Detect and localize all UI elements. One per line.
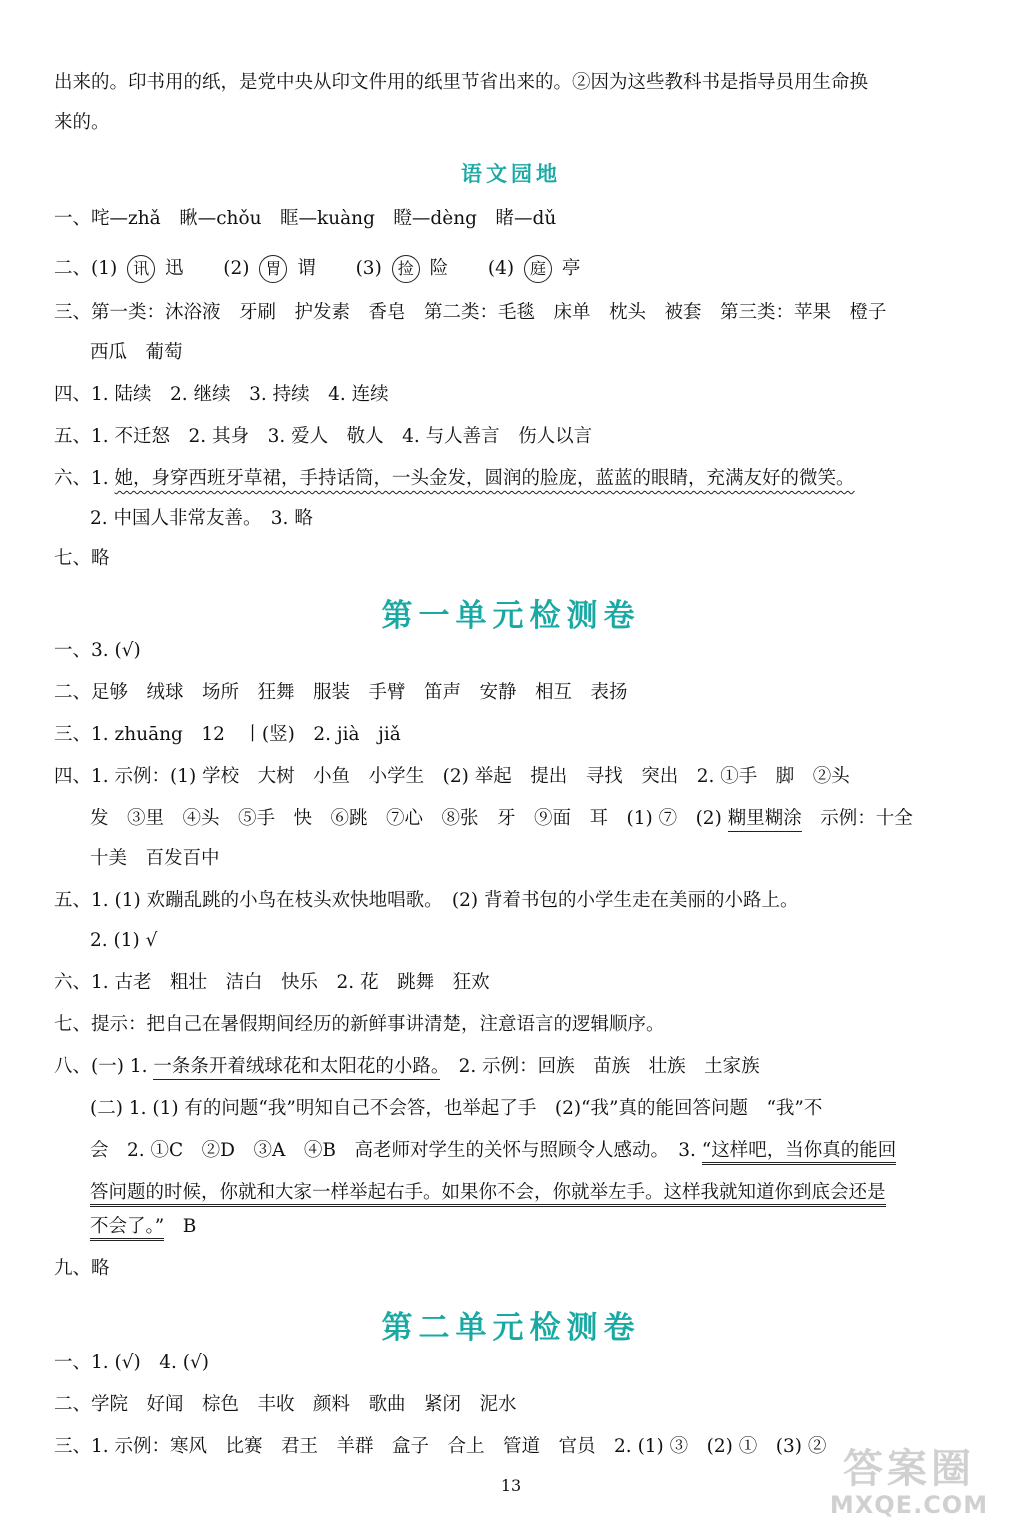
item-label-4: (4) — [487, 258, 515, 279]
unit1-q8-answer: B — [164, 1216, 197, 1237]
unit1-q4-line-2-tail: 示例：十全 — [801, 808, 913, 829]
unit2-q3: 三、1. 示例：寒风 比赛 君王 羊群 盒子 合上 管道 官员 2. (1) ③ (2) ① (3) ② — [54, 1436, 827, 1457]
section-title-yuwen: 语文园地 — [461, 162, 561, 186]
circled-char-2: 胃 — [259, 255, 287, 283]
yuwen-q2 — [54, 255, 972, 283]
circled-char-4: 庭 — [524, 255, 552, 283]
unit1-q5-line-1: 五、1. (1) 欢蹦乱跳的小鸟在枝头欢快地唱歌。 (2) 背着书包的小学生走在美丽的小路上。 — [54, 890, 799, 911]
unit1-q6: 六、1. 古老 粗壮 洁白 快乐 2. 花 跳舞 狂欢 — [54, 972, 490, 993]
circled-char-3: 捡 — [392, 255, 420, 283]
answer-char-3: 险 — [429, 258, 449, 279]
unit2-q2: 二、学院 好闻 棕色 丰收 颜料 歌曲 紧闭 泥水 — [54, 1394, 517, 1415]
wavy-underlined-sentence: 她，身穿西班牙草裙，手持话筒，一头金发，圆润的脸庞，蓝蓝的眼睛，充满友好的微笑。 — [114, 468, 855, 489]
double-underlined-quote-3: 不会了。” — [90, 1216, 164, 1241]
section-title-unit1: 第一单元检测卷 — [381, 598, 641, 634]
yuwen-q4: 四、1. 陆续 2. 继续 3. 持续 4. 连续 — [54, 384, 389, 405]
yuwen-q6-prefix: 六、1. — [54, 468, 115, 489]
yuwen-q6-line-1 — [54, 466, 972, 492]
watermark-text-top: 答案圈 — [843, 1446, 975, 1492]
unit1-q8-line-2: (二) 1. (1) 有的问题“我”明知自己不会答，也举起了手 (2)“我”真的能回答问题 “我”不 — [90, 1098, 823, 1119]
page-number: 13 — [500, 1476, 522, 1495]
unit1-q8-line-3-text: 会 2. ①C ②D ③A ④B 高老师对学生的关怀与照顾令人感动。 3. — [90, 1140, 702, 1161]
circled-char-1: 讯 — [127, 255, 155, 283]
unit1-q4-line-2 — [90, 806, 972, 832]
unit1-q5-line-2: 2. (1) √ — [90, 930, 158, 951]
answer-char-4: 亭 — [561, 258, 581, 279]
yuwen-q2-prefix: 二、(1) — [54, 258, 118, 279]
yuwen-q7: 七、略 — [54, 548, 110, 569]
yuwen-q6-line-2: 2. 中国人非常友善。 3. 略 — [90, 508, 313, 529]
unit1-q2: 二、足够 绒球 场所 狂舞 服装 手臂 笛声 安静 相互 表扬 — [54, 682, 628, 703]
answer-char-2: 谓 — [297, 258, 316, 279]
yuwen-q3-line-2: 西瓜 葡萄 — [90, 342, 183, 363]
answer-char-1: 迅 — [165, 258, 184, 279]
unit1-q4-line-1: 四、1. 示例：(1) 学校 大树 小鱼 小学生 (2) 举起 提出 寻找 突出 2. ①手 脚 ②头 — [54, 766, 850, 787]
unit1-q4-line-3: 十美 百发百中 — [90, 848, 220, 869]
yuwen-q1: 一、咤—zhǎ 瞅—chǒu 眶—kuàng 瞪—dèng 睹—dǔ — [54, 208, 557, 229]
unit1-q8-line-3 — [90, 1138, 972, 1164]
double-underlined-quote-1: “这样吧，当你真的能回 — [702, 1140, 896, 1165]
underlined-idiom: 糊里糊涂 — [728, 808, 802, 832]
item-label-3: (3) — [355, 258, 382, 279]
underlined-sentence: 一条条开着绒球花和太阳花的小路。 — [153, 1056, 440, 1080]
unit1-q9: 九、略 — [54, 1258, 110, 1279]
item-label-2: (2) — [223, 258, 250, 279]
unit1-q8-prefix: 八、(一) 1. — [54, 1056, 154, 1077]
yuwen-q3-line-1: 三、第一类：沐浴液 牙刷 护发素 香皂 第二类：毛毯 床单 枕头 被套 第三类：苹果 橙子 — [54, 302, 887, 323]
watermark-logo — [814, 1446, 1004, 1526]
unit2-q1: 一、1. (√) 4. (√) — [54, 1352, 210, 1373]
unit1-q8-line-1 — [54, 1054, 972, 1080]
unit1-q3: 三、1. zhuāng 12 丨(竖) 2. jià jiǎ — [54, 724, 401, 745]
intro-line-2: 来的。 — [54, 112, 110, 133]
section-title-unit2: 第二单元检测卷 — [381, 1310, 641, 1346]
unit1-q8-line-1-tail: 2. 示例：回族 苗族 壮族 土家族 — [440, 1056, 760, 1077]
unit1-q4-line-2-text: 发 ③里 ④头 ⑤手 快 ⑥跳 ⑦心 ⑧张 牙 ⑨面 耳 (1) ⑦ (2) — [90, 808, 728, 829]
yuwen-q5: 五、1. 不迁怒 2. 其身 3. 爱人 敬人 4. 与人善言 伤人以言 — [54, 426, 593, 447]
intro-line-1: 出来的。印书用的纸，是党中央从印文件用的纸里节省出来的。②因为这些教科书是指导员用生命换 — [54, 72, 869, 93]
watermark-text-bottom: MXQE.COM — [829, 1491, 989, 1519]
unit1-q8-line-5 — [90, 1214, 972, 1240]
unit1-q7: 七、提示：把自己在暑假期间经历的新鲜事讲清楚，注意语言的逻辑顺序。 — [54, 1014, 665, 1035]
unit1-q8-line-4 — [90, 1180, 972, 1206]
unit1-q1: 一、3. (√) — [54, 640, 141, 661]
double-underlined-quote-2: 答问题的时候，你就和大家一样举起右手。如果你不会，你就举左手。这样我就知道你到底会还是 — [90, 1182, 886, 1207]
